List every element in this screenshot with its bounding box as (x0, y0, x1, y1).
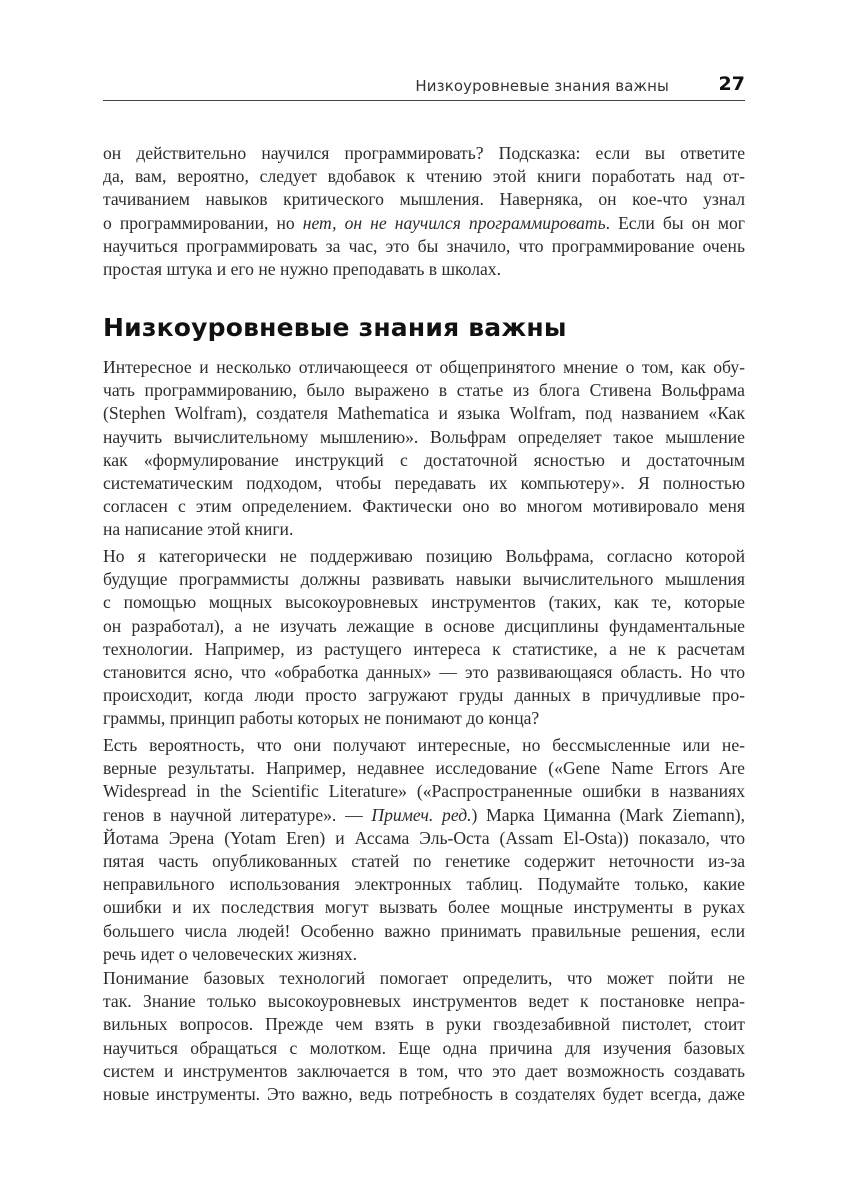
text-line: становится ясно, что «обработка данных» — это развивающаяся область. Но что (103, 662, 745, 683)
text-line: научиться обращаться с молотком. Еще одна причина для изучения базовых (103, 1037, 745, 1058)
text-line: простая штука и его не нужно преподавать в школах. (103, 259, 501, 280)
text-line: ошибки и их последствия могут вызвать более мощные инструменты в руках (103, 897, 745, 918)
text-line: вильных вопросов. Прежде чем взять в руки гвоздезабивной пистолет, стоит (103, 1014, 745, 1035)
running-title: Низкоуровневые знания важны (415, 77, 669, 95)
text-line: Widespread in the Scientific Literature» («Распространенные ошибки в названиях (103, 781, 745, 802)
text-line: неправильного использования электронных таблиц. Подумайте только, какие (103, 874, 745, 895)
page-number: 27 (718, 73, 745, 95)
text-line: систем и инструментов заключается в том, что это дает возможность создавать (103, 1060, 745, 1081)
text-line: на написание этой книги. (103, 519, 294, 540)
text-line: да, вам, вероятно, следует вдобавок к чтению этой книги поработать над от- (103, 166, 745, 187)
text-fragment: о программировании, но (103, 212, 303, 233)
text-line: он разработал), а не изучать лежащие в основе дисциплины фундаментальные (103, 615, 745, 636)
text-fragment: генов в научной литературе». — (103, 804, 372, 825)
text-fragment: . Если бы он мог (605, 212, 746, 233)
text-line: он действительно научился программировать? Подсказка: если вы ответите (103, 143, 745, 163)
text-line: чать программированию, было выражено в статье из блога Стивена Вольфрама (103, 380, 745, 401)
text-line: согласен с этим определением. Фактически оно во многом мотивировало меня (103, 496, 745, 517)
text-line-with-emphasis (103, 212, 745, 235)
text-line: тачиванием навыков критического мышления. Наверняка, он кое-что узнал (103, 189, 745, 210)
text-line: Понимание базовых технологий помогает определить, что может пойти не (103, 968, 745, 988)
text-line: с помощью мощных высокоуровневых инструментов (таких, как те, которые (103, 592, 745, 613)
text-line: технологии. Например, из растущего интереса к статистике, а не к расчетам (103, 638, 745, 659)
text-line: граммы, принцип работы которых не понимают до конца? (103, 708, 540, 729)
paragraph-4 (103, 734, 745, 966)
text-line: научить вычислительному мышлению». Вольфрам определяет такое мышление (103, 426, 745, 447)
paragraph-1 (103, 142, 745, 281)
text-line: будущие программисты должны развивать навыки вычислительного мышления (103, 569, 745, 590)
text-line: Есть вероятность, что они получают интересные, но бессмысленные или не- (103, 735, 745, 755)
text-line-with-emphasis (103, 804, 745, 827)
emphasis-text: нет, он не научился программировать (302, 212, 606, 233)
paragraph-3 (103, 545, 745, 731)
text-line: большего числа людей! Особенно важно принимать правильные решения, если (103, 920, 745, 941)
text-line: как «формулирование инструкций с достаточной ясностью и достаточным (103, 449, 745, 470)
section-heading: Низкоуровневые знания важны (103, 313, 567, 342)
text-fragment: ) Марка Циманна (Mark Ziemann), (471, 804, 745, 825)
text-line: Йотама Эрена (Yotam Eren) и Ассама Эль-Оста (Assam El-Osta)) показало, что (103, 827, 745, 848)
text-line: речь идет о человеческих жизнях. (103, 943, 357, 964)
editor-note: Примеч. ред. (371, 804, 472, 825)
text-line: научиться программировать за час, это бы значило, что программирование очень (103, 235, 745, 256)
text-line: систематическим подходом, чтобы передавать их компьютеру». Я полностью (103, 473, 745, 494)
paragraph-2 (103, 356, 745, 542)
text-line: новые инструменты. Это важно, ведь потребность в создателях будет всегда, даже (103, 1084, 745, 1105)
paragraph-5 (103, 967, 745, 1106)
text-line: (Stephen Wolfram), создателя Mathematica и языка Wolfram, под названием «Как (103, 403, 745, 424)
text-line: Но я категорически не поддерживаю позицию Вольфрама, согласно которой (103, 546, 745, 566)
text-line: происходит, когда люди просто загружают груды данных в причудливые про- (103, 685, 745, 706)
text-line: Интересное и несколько отличающееся от общепринятого мнение о том, как обу- (103, 357, 745, 377)
text-line: так. Знание только высокоуровневых инструментов ведет к постановке непра- (103, 991, 745, 1012)
text-line: пятая часть опубликованных статей по генетике содержит неточности из-за (103, 851, 745, 872)
text-line: верные результаты. Например, недавнее исследование («Gene Name Errors Are (103, 758, 745, 779)
running-header (103, 70, 745, 101)
